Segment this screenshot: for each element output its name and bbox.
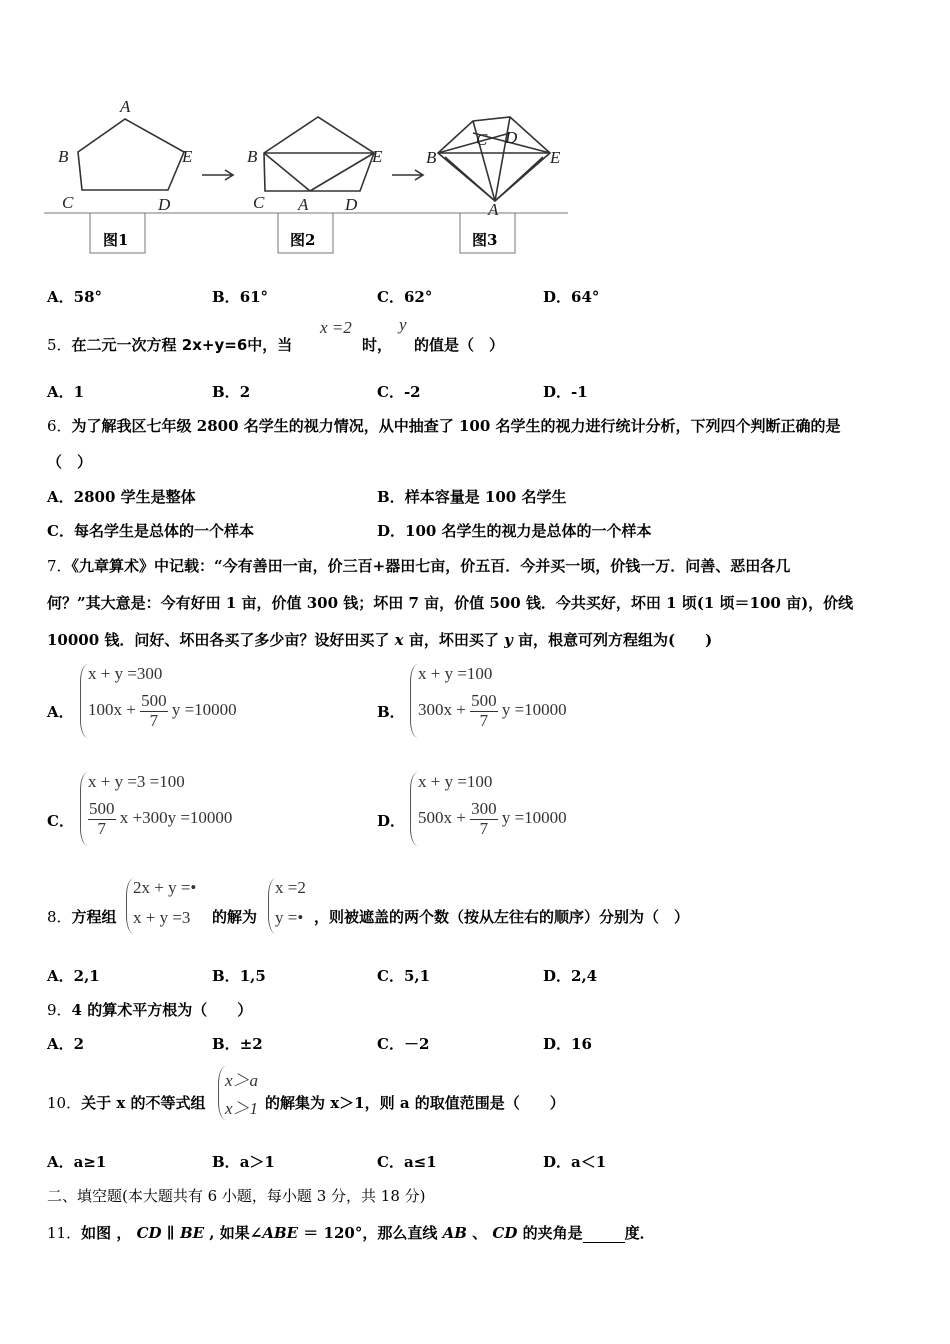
fig2-vertex-b: B [247, 147, 258, 166]
q9-option-a[interactable]: A．2 [47, 1035, 85, 1053]
q7-b-eq2: 300x + $\frac{500}{7}$ y =10000 [418, 691, 567, 730]
q8-option-c[interactable]: C．5,1 [377, 967, 431, 985]
q6-stem: 6．为了解我区七年级 2800 名学生的视力情况，从中抽查了 100 名学生的视力进行统计分析，下列四个判断正确的是 [47, 417, 841, 435]
q8-solution-x: x =2 [275, 878, 306, 897]
q7-option-d-label[interactable]: D． [377, 812, 406, 830]
q4-option-c[interactable]: C．62° [377, 288, 433, 306]
q4-option-b[interactable]: B．61° [212, 288, 269, 306]
fig1-vertex-b: B [58, 147, 69, 166]
q4-option-d[interactable]: D．64° [543, 288, 600, 306]
q8-stem-part1: 8．方程组 [47, 908, 117, 926]
fig3-vertex-a: A [488, 200, 499, 219]
q7-b-brace [410, 664, 418, 738]
q5-text-when: 时， [362, 336, 393, 354]
q10-stem-part2: 的解集为 x＞1，则 a 的取值范围是（ ） [265, 1094, 565, 1112]
q5-var-y: y [399, 315, 407, 334]
q7-c-brace [80, 772, 88, 846]
fig3-label: 图3 [472, 231, 498, 249]
q9-option-b[interactable]: B．±2 [212, 1035, 263, 1053]
q6-option-d[interactable]: D．100 名学生的视力是总体的一个样本 [377, 522, 652, 540]
q5-option-d[interactable]: D．-1 [543, 383, 588, 401]
q8-system-eq2: x + y =3 [133, 908, 191, 927]
fig2-vertex-a: A [298, 195, 309, 214]
q7-option-c-label[interactable]: C． [47, 812, 74, 830]
q5-option-a[interactable]: A．1 [47, 383, 85, 401]
q7-d-eq1: x + y =100 [418, 772, 493, 791]
q11-stem: 11．如图 ， CD ∥ BE , 如果∠ABE ＝ 120°，那么直线 AB 、 CD 的夹角是 度． [47, 1224, 655, 1242]
fig3-vertex-e: E [550, 148, 561, 167]
fig1-vertex-a: A [120, 97, 131, 116]
q10-ineq2: x＞1 [225, 1099, 259, 1118]
q8-stem-part3: ，则被遮盖的两个数（按从左往右的顺序）分别为（ ） [314, 908, 690, 926]
q7-a-brace [80, 664, 88, 738]
q8-solution-y: y =• [275, 908, 304, 927]
q5-condition: x =2 [320, 318, 352, 337]
q10-ineq1: x＞a [225, 1071, 259, 1090]
q7-c-eq1: x + y =3 =100 [88, 772, 185, 791]
section-2-title: 二、填空题(本大题共有 6 小题，每小题 3 分，共 18 分) [47, 1187, 426, 1205]
q9-stem: 9．4 的算术平方根为（ ） [47, 1001, 253, 1019]
fig1-vertex-d: D [158, 195, 171, 214]
q7-option-a-label[interactable]: A． [47, 703, 74, 721]
q7-d-eq2: 500x + $\frac{300}{7}$ y =10000 [418, 799, 567, 838]
q10-option-d[interactable]: D．a＜1 [543, 1153, 607, 1171]
q11-answer-blank[interactable] [583, 1228, 625, 1243]
q10-option-a[interactable]: A．a≥1 [47, 1153, 107, 1171]
q8-stem-part2: 的解为 [212, 908, 258, 926]
fig2-vertex-d: D [345, 195, 358, 214]
fig2-vertex-c: C [253, 193, 265, 212]
q10-option-b[interactable]: B．a＞1 [212, 1153, 275, 1171]
q7-d-brace [410, 772, 418, 846]
q7-c-eq2: $\frac{500}{7}$ x +300y =10000 [89, 799, 233, 838]
q5-option-c[interactable]: C．-2 [377, 383, 421, 401]
q7-b-eq1: x + y =100 [418, 664, 493, 683]
fig3-vertex-d: D [505, 128, 518, 147]
q6-option-b[interactable]: B．样本容量是 100 名学生 [377, 488, 567, 506]
pentagon-figure [40, 95, 580, 260]
fig1-vertex-e: E [182, 147, 193, 166]
q7-a-eq1: x + y =300 [88, 664, 163, 683]
q8-option-d[interactable]: D．2,4 [543, 967, 598, 985]
fig2-label: 图2 [290, 231, 316, 249]
fig2-pentagon [264, 117, 374, 191]
q6-stem-line2: （ ） [47, 453, 93, 471]
fig2-vertex-e: E [372, 147, 383, 166]
q8-system-eq1: 2x + y =• [133, 878, 197, 897]
q7-a-eq2: 100x + $\frac{500}{7}$ y =10000 [88, 691, 237, 730]
q7-stem-line3: 10000 钱．问好、坏田各买了多少亩？设好田买了 x 亩，坏田买了 y 亩，根意可列方程组为( ) [47, 631, 713, 649]
fig1-vertex-c: C [62, 193, 74, 212]
q9-option-d[interactable]: D．16 [543, 1035, 592, 1053]
q9-option-c[interactable]: C．－2 [377, 1035, 430, 1053]
fig3-shape [438, 117, 550, 201]
q7-stem-line1: 7．《九章算术》中记载：“今有善田一亩，价三百+器田七亩，价五百．今并买一顷，价钱一万．问善、恶田各几 [47, 557, 791, 575]
q6-option-c[interactable]: C．每名学生是总体的一个样本 [47, 522, 254, 540]
q5-option-b[interactable]: B．2 [212, 383, 251, 401]
q10-option-c[interactable]: C．a≤1 [377, 1153, 437, 1171]
q7-option-b-label[interactable]: B． [377, 703, 405, 721]
q6-option-a[interactable]: A．2800 学生是整体 [47, 488, 196, 506]
fig1-pentagon [78, 119, 184, 190]
q8-option-a[interactable]: A．2,1 [47, 967, 100, 985]
q5-text-value: 的值是（ ） [414, 336, 505, 354]
q10-stem-part1: 10．关于 x 的不等式组 [47, 1094, 206, 1112]
q8-option-b[interactable]: B．1,5 [212, 967, 266, 985]
q4-option-a[interactable]: A．58° [47, 288, 103, 306]
q5-stem: 5．在二元一次方程 2x+y=6中，当 [47, 336, 293, 354]
q7-stem-line2: 何？”其大意是：今有好田 1 亩，价值 300 钱；坏田 7 亩，价值 500 钱．今共买好，坏田 1 顷(1 顷＝100 亩)，价线 [47, 594, 854, 612]
fig1-label: 图1 [103, 231, 129, 249]
fig3-vertex-c: C [476, 130, 488, 149]
fig3-vertex-b: B [426, 148, 437, 167]
